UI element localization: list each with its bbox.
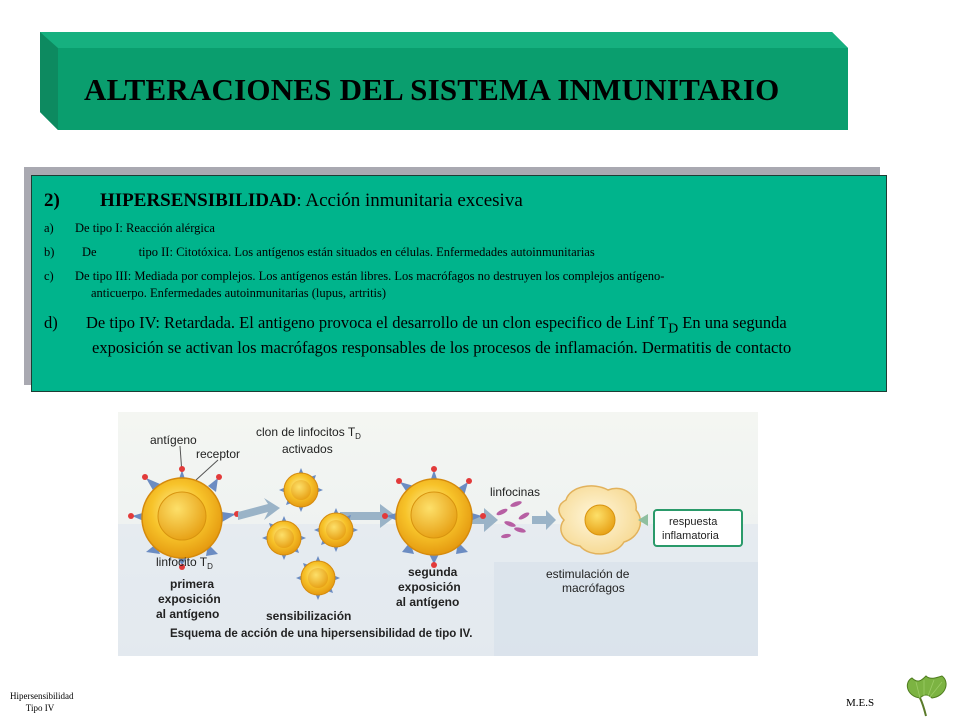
hypersensitivity-diagram [118, 412, 758, 656]
content-panel [31, 175, 887, 392]
figure-caption: Esquema de acción de una hipersensibilidad de tipo IV. [170, 628, 473, 640]
label-first-3: al antígeno [156, 607, 220, 621]
label-first-2: exposición [158, 592, 221, 606]
heading-rest: : Acción inmunitaria excesiva [296, 190, 523, 211]
panel-heading [44, 190, 886, 212]
list-item-c: c) De tipo III: Mediada por complejos. Los antígenos están libres. Los macrófagos no destruyen los complejos antígeno- anticuerpo. Enfermedades autoinmunitarias (lupus, artritis) [44, 269, 665, 300]
heading-number: 2) [44, 190, 60, 211]
label-lymphokines: linfocinas [490, 485, 541, 499]
label-response-1: respuesta [669, 516, 718, 528]
ginkgo-leaf-icon [902, 674, 954, 718]
label-first-1: primera [170, 577, 215, 591]
label-receptor: receptor [196, 447, 241, 461]
label-clone: clon de linfocitos $T_D$ [256, 425, 361, 441]
footer-note [10, 690, 74, 714]
list-item-a: a) De tipo I: Reacción alérgica [44, 221, 215, 235]
label-antigen: antígeno [150, 433, 197, 447]
title-banner [40, 32, 848, 130]
label-second-3: al antígeno [396, 595, 460, 609]
label-macrophage-2: macrófagos [562, 581, 625, 595]
diagram-svg [118, 412, 758, 656]
slide-title: ALTERACIONES DEL SISTEMA INMUNITARIO [84, 72, 780, 107]
footer-line2: Tipo IV [25, 703, 55, 713]
label-macrophage-1: estimulación de [546, 567, 630, 581]
label-second-1: segunda [408, 565, 458, 579]
label-lymphocyte: linfocito $T_D$ [156, 555, 213, 571]
list-item-d: d) De tipo IV: Retardada. El antigeno provoca el desarrollo de un clon especifico de Linf $T_D$ En una segunda exposición se activan los macrófagos responsables de los procesos de inflamación. Dermatitis de contacto [44, 313, 792, 358]
footer-author: M.E.S [846, 697, 875, 709]
label-response-2: inflamatoria [662, 530, 719, 542]
heading-term: HIPERSENSIBILIDAD [100, 190, 297, 211]
list-item-b: b) De tipo II: Citotóxica. Los antígenos están situados en células. Enfermedades autoinmunitarias [44, 245, 595, 259]
label-activated: activados [282, 442, 333, 456]
footer-line1: Hipersensibilidad [10, 691, 74, 701]
label-sensitization: sensibilización [266, 609, 352, 623]
label-second-2: exposición [398, 580, 461, 594]
